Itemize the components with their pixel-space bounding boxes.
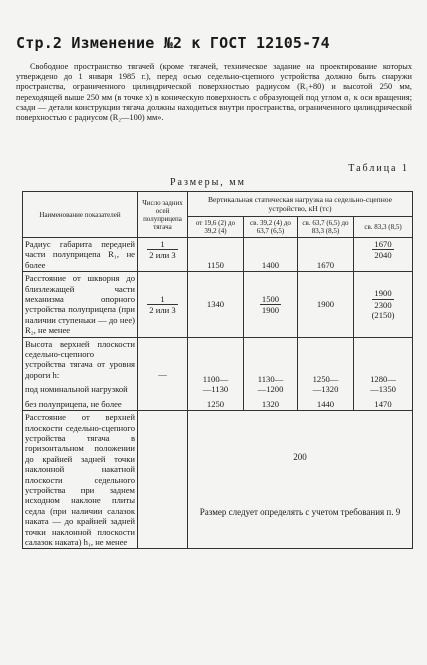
table-caption: Таблица 1 — [348, 163, 409, 174]
header-load-1: от 19,6 (2) до 39,2 (4) — [188, 217, 244, 238]
header-indicator: Наименование показателей — [23, 192, 138, 238]
row-value: 1250— —1320 1440 — [298, 337, 354, 410]
row-value: $\frac{1500}{1900}$ — [244, 272, 298, 337]
row-value: $\frac{1900}{2300}$ (2150) — [354, 272, 413, 337]
row-value: 1670 — [298, 238, 354, 272]
row-label: Радиус габарита передней части полуприцепа R₁, не более — [23, 238, 138, 272]
table-row — [23, 411, 413, 549]
dimensions-table — [22, 191, 413, 549]
row-count: — — [138, 337, 188, 410]
row-count: $\frac{1}{\text{2 или 3}}$ — [138, 272, 188, 337]
table-row — [23, 272, 413, 337]
header-load-4: св. 83,3 (8,5) — [354, 217, 413, 238]
table-row — [23, 238, 413, 272]
row-merged-value: 200 Размер следует определять с учетом требования п. 9 — [188, 411, 413, 549]
table-row — [23, 337, 413, 410]
row-label: Высота верхней плоскости седельно-сцепного устройства тягача от уровня дороги h: под номинальной нагрузкой без полуприцепа, не более — [23, 337, 138, 410]
row-label: Расстояние от верхней плоскости седельно-сцепного устройства тягача в горизонтальном положении до крайней задней точки наклонной накатной плоскости седельного устройства при заднем исходном наклоне плиты седла (при наличии салазок наката — до крайней задней точки наклонной плоскости салазок наката) h₁, не менее — [23, 411, 138, 549]
row-value: 1100— —1130 1250 — [188, 337, 244, 410]
row-value: 1280— —1350 1470 — [354, 337, 413, 410]
header-load-group: Вертикальная статическая нагрузка на седельно-сцепное устройство, кН (тс) — [188, 192, 413, 217]
row-value: 1130— —1200 1320 — [244, 337, 298, 410]
row-label: Расстояние от шкворня до близлежащей части механизма опорного устройства полуприцепа (при наличии ступеньки — до нее) R₂, не менее — [23, 272, 138, 337]
page-title: Стр.2 Изменение №2 к ГОСТ 12105-74 — [16, 34, 330, 52]
intro-paragraph: Свободное пространство тягачей (кроме тягачей, техническое задание на проектирование которых утверждено до 1 января 1985 г.), перед осью седельно-сцепного устройства должно быть снаружи пространства, ограниченного цилиндрической поверхностью радиусом (R₁+80) и высотой 250 мм, переходящей выше 250 мм (в точке x) в коническую поверхность с образующей под углом α₁ к оси вращения; сзади — детали конструкции тягача должны находиться внутри пространства, ограниченного цилиндрической поверхностью с радиусом (R₂—100) мм». — [16, 62, 412, 123]
row-value: 1900 — [298, 272, 354, 337]
row-count: $\frac{1}{\text{2 или 3}}$ — [138, 238, 188, 272]
row-value: $\frac{1670}{2040}$ — [354, 238, 413, 272]
row-value: 1150 — [188, 238, 244, 272]
header-load-2: св. 39,2 (4) до 63,7 (6,5) — [244, 217, 298, 238]
header-axle-count: Число задних осей полуприцепа тягача — [138, 192, 188, 238]
row-value: 1340 — [188, 272, 244, 337]
table-units: Размеры, мм — [170, 177, 246, 188]
row-count — [138, 411, 188, 549]
header-load-3: св. 63,7 (6,5) до 83,3 (8,5) — [298, 217, 354, 238]
row-value: 1400 — [244, 238, 298, 272]
